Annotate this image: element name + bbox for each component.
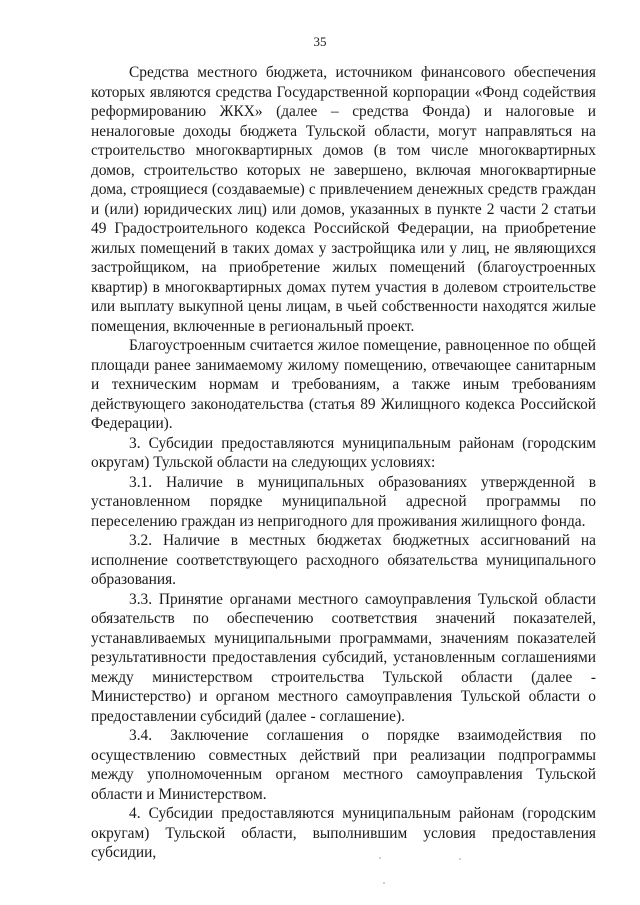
scan-artifact-dot [459, 858, 461, 860]
paragraph-clause-3-1: 3.1. Наличие в муниципальных образованиях утвержденной в установленном порядке муниципальной адресной программы по переселению граждан из непригодного для проживания жилищного фонда. [91, 473, 596, 530]
paragraph-clause-3-4: 3.4. Заключение соглашения о порядке взаимодействия по осуществлению совместных действий при реализации подпрограммы между уполномоченным органом местного самоуправления Тульской области и Министерством. [91, 727, 596, 803]
page-number: 35 [313, 34, 327, 49]
scan-artifact-dot [383, 882, 385, 884]
paragraph-clause-3-2: 3.2. Наличие в местных бюджетах бюджетных ассигнований на исполнение соответствующего расходного обязательства муниципального образования. [91, 532, 596, 588]
scan-artifact-dot [379, 857, 381, 859]
paragraph-well-equipped-housing: Благоустроенным считается жилое помещение, равноценное по общей площади ранее занимаемому жилому помещению, отвечающее санитарным и техническим нормам и требованиям, а также иным требованиям действующего законодательства (статья 89 Жилищного кодекса Российской Федерации). [91, 337, 596, 432]
paragraph-clause-4: 4. Субсидии предоставляются муниципальным районам (городским округам) Тульской области, выполнившим условия предоставления субсидии, [91, 805, 596, 861]
body-text [91, 63, 596, 863]
paragraph-local-budget-funds: Средства местного бюджета, источником финансового обеспечения которых являются средства Государственной корпорации «Фонд содействия реформированию ЖКХ» (далее – средства Фонда) и налоговые и неналоговые доходы бюджета Тульской области, могут направляться на строительство многоквартирных домов (в том числе многоквартирных домов, строительство которых не завершено, включая многоквартирные дома, строящиеся (создаваемые) с привлечением денежных средств граждан и (или) юридических лиц) или домов, указанных в пункте 2 части 2 статьи 49 Градостроительного кодекса Российской Федерации, на приобретение жилых помещений в таких домах у застройщика или у лиц, не являющихся застройщиком, на приобретение жилых помещений (благоустроенных квартир) в многоквартирных домах путем участия в долевом строительстве или выплату выкупной цены лицам, в чьей собственности находятся жилые помещения, включенные в региональный проект. [91, 64, 596, 335]
paragraph-clause-3: 3. Субсидии предоставляются муниципальным районам (городским округам) Тульской области на следующих условиях: [91, 434, 596, 471]
paragraph-clause-3-3: 3.3. Принятие органами местного самоуправления Тульской области обязательств по обеспечению соответствия значений показателей, устанавливаемых муниципальными программами, значениям показателей результативности предоставления субсидий, установленным соглашениями между министерством строительства Тульской области (далее - Министерство) и органом местного самоуправления Тульской области о предоставлении субсидий (далее - соглашение). [91, 590, 596, 725]
